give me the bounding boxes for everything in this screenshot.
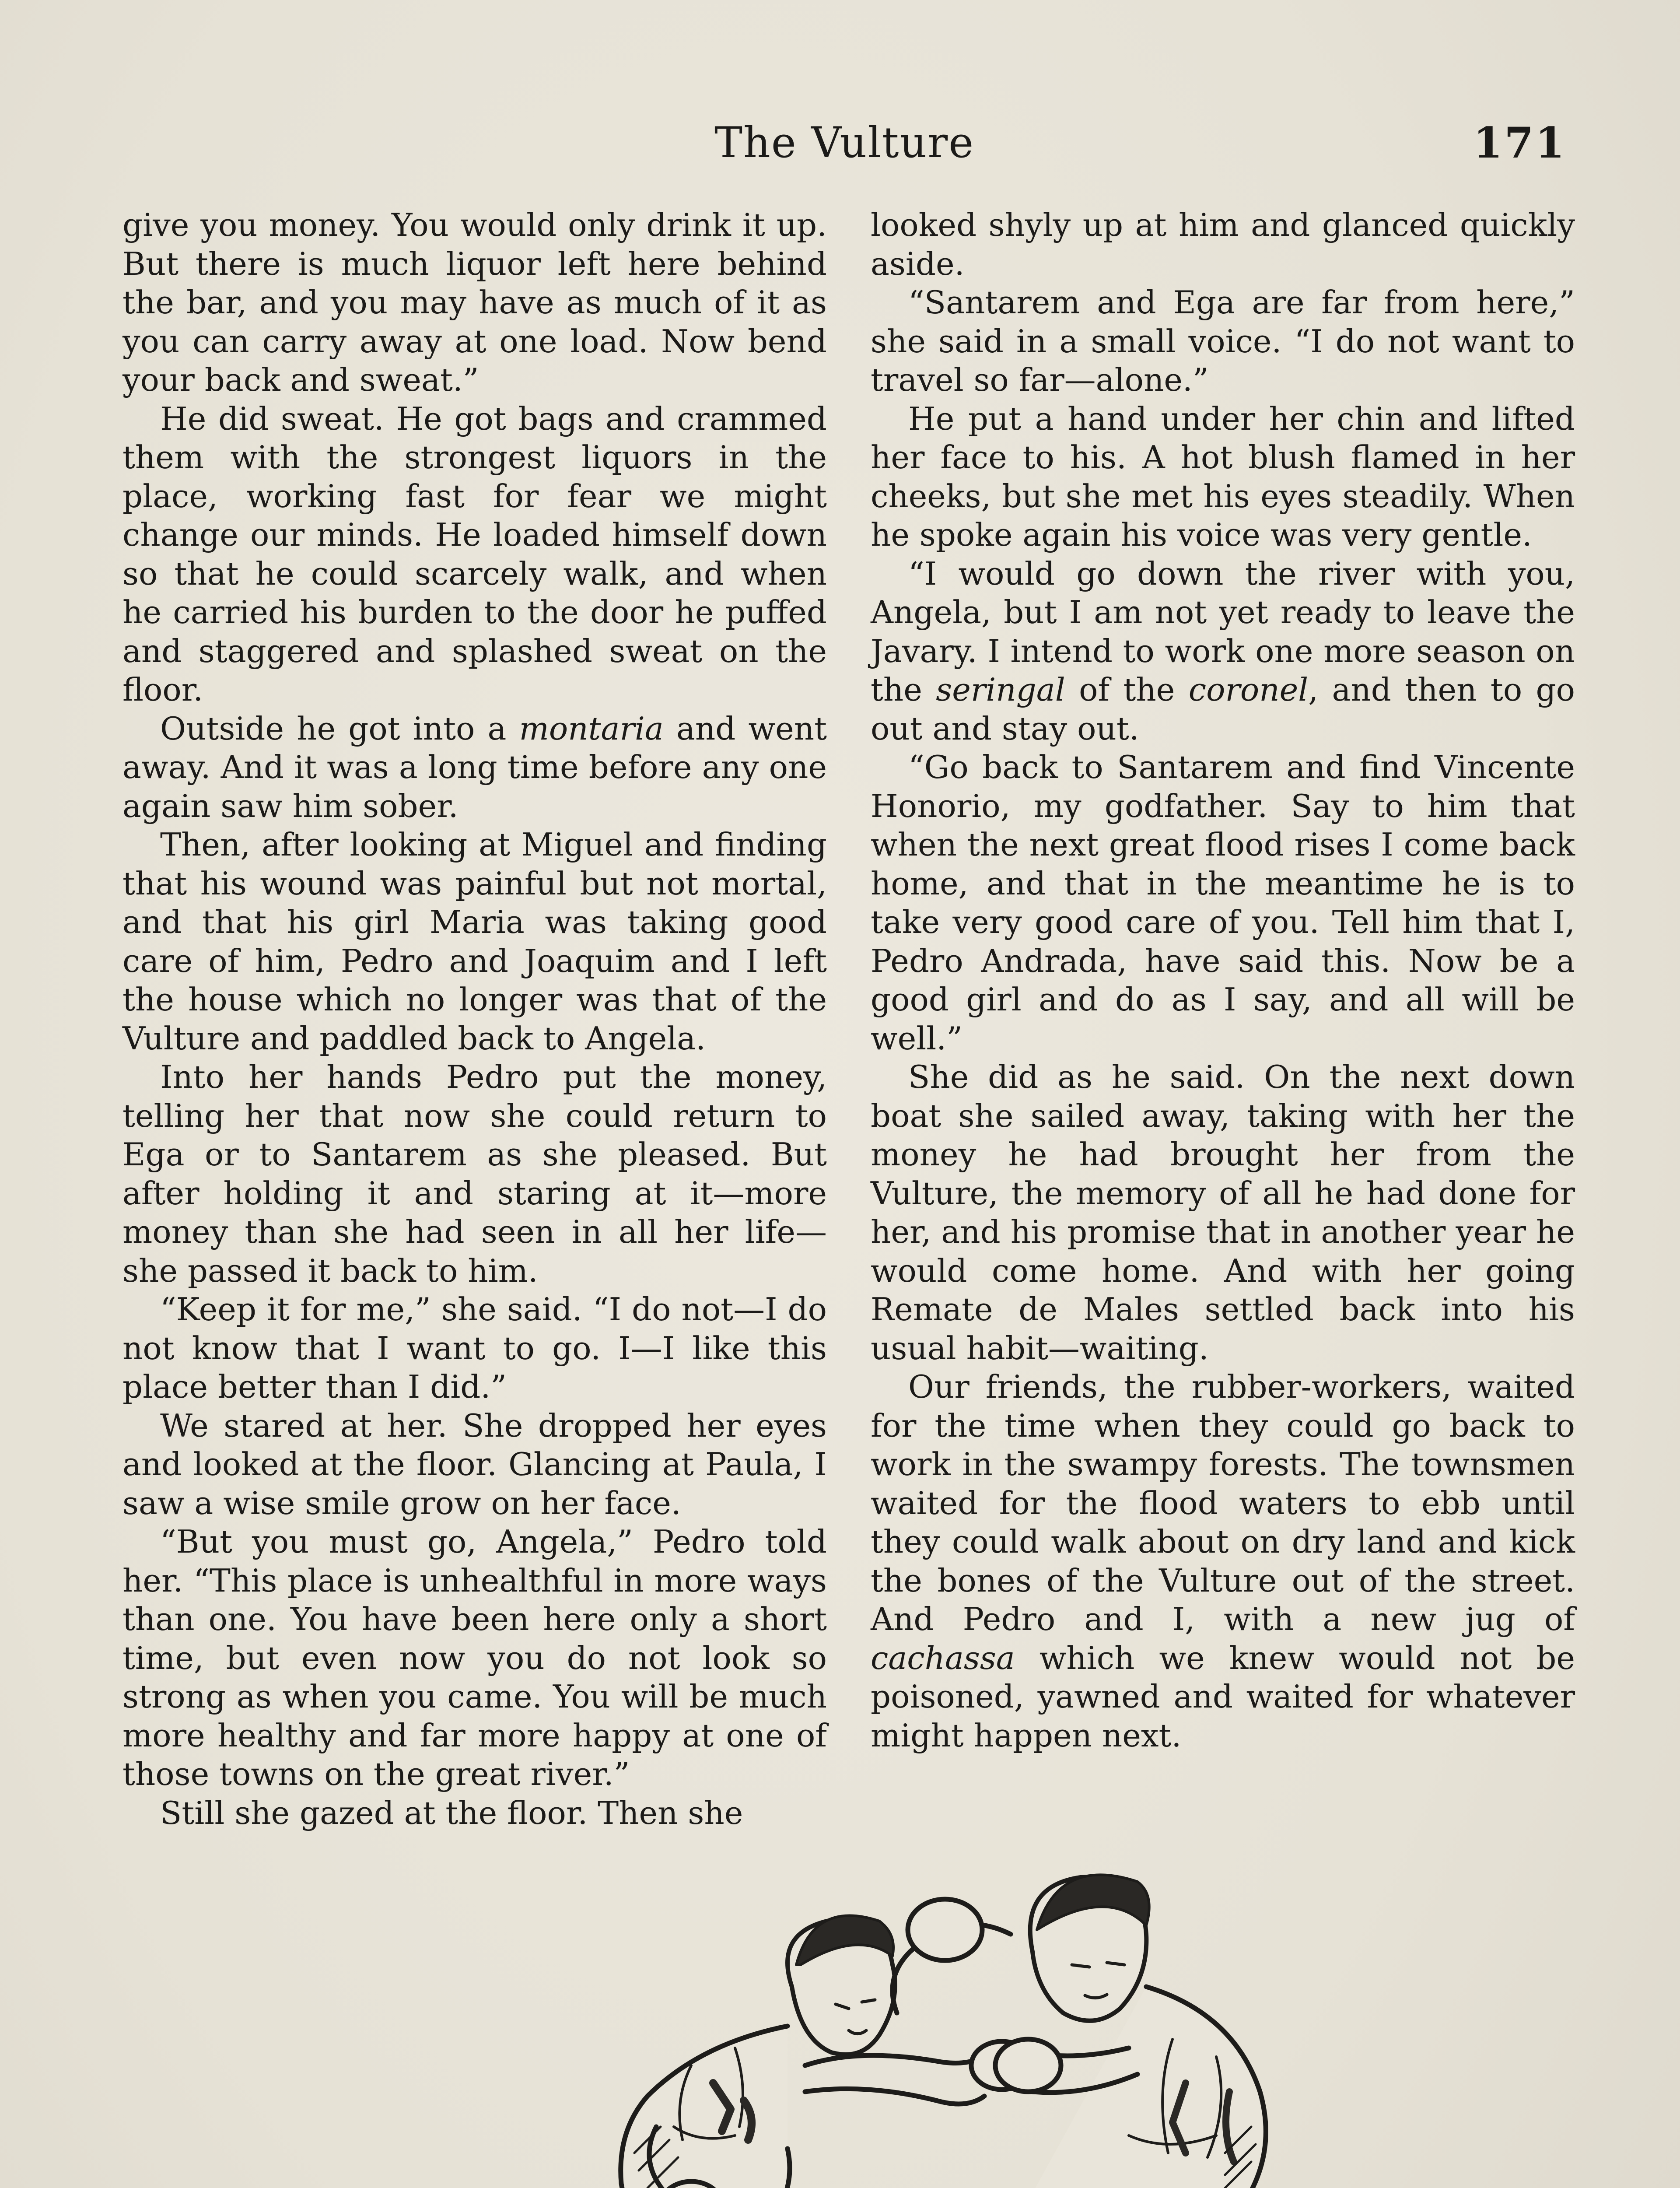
boxing-illustration bbox=[429, 1820, 1610, 2188]
paragraph: Outside he got into a montaria and went away. And it was a long time before any one again saw him sober. bbox=[122, 710, 827, 824]
paragraph: Into her hands Pedro put the money, telling her that now she could return to Ega or to Santarem as she pleased. But after holding it and staring at it—more money than she had seen in all her life—she passed it back to him. bbox=[122, 1059, 827, 1289]
page-number: 171 bbox=[1473, 118, 1566, 168]
running-title: The Vulture bbox=[714, 118, 974, 167]
paragraph: Then, after looking at Miguel and finding that his wound was painful but not mortal, and that his girl Maria was taking good care of him, Pedro and Joaquim and I left the house which no longer was that of the Vulture and paddled back to Angela. bbox=[122, 826, 827, 1057]
paragraph: “Go back to Santarem and find Vincente Honorio, my godfather. Say to him that when the next great flood rises I come back home, and that in the meantime he is to take very good care of you. Tell him that I, Pedro Andrada, have said this. Now be a good girl and do as I say, and all will be well.” bbox=[871, 749, 1575, 1057]
page-header bbox=[122, 118, 1566, 179]
left-column bbox=[122, 206, 827, 1834]
paragraph: “I would go down the river with you, Angela, but I am not yet ready to leave the Javary. I intend to work one more season on the seringal of the coronel, and then to go out and stay out. bbox=[871, 555, 1575, 747]
paragraph: Our friends, the rubber-workers, waited for the time when they could go back to work in the swampy forests. The townsmen waited for the flood waters to ebb until they could walk about on dry land and kick the bones of the Vulture out of the street. And Pedro and I, with a new jug of cachassa which we knew would not be poisoned, yawned and waited for whatever might happen next. bbox=[871, 1368, 1575, 1754]
paragraph: looked shyly up at him and glanced quickly aside. bbox=[871, 207, 1575, 282]
paragraph: “Keep it for me,” she said. “I do not—I do not know that I want to go. I—I like this place better than I did.” bbox=[122, 1291, 827, 1405]
paragraph: “But you must go, Angela,” Pedro told her. “This place is unhealthful in more ways than one. You have been here only a short time, but even now you do not look so strong as when you came. You will be much more healthy and far more happy at one of those towns on the great river.” bbox=[122, 1523, 827, 1792]
paragraph: He did sweat. He got bags and crammed them with the strongest liquors in the place, working fast for fear we might change our minds. He loaded himself down so that he could scarcely walk, and when he carried his burden to the door he puffed and staggered and splashed sweat on the floor. bbox=[122, 400, 827, 708]
paragraph: He put a hand under her chin and lifted her face to his. A hot blush flamed in her cheeks, but she met his eyes steadily. When he spoke again his voice was very gentle. bbox=[871, 400, 1575, 553]
paragraph: “Santarem and Ega are far from here,” she said in a small voice. “I do not want to travel so far—alone.” bbox=[871, 284, 1575, 398]
paragraph: give you money. You would only drink it up. But there is much liquor left here behind the bar, and you may have as much of it as you can carry away at one load. Now bend your back and sweat.” bbox=[122, 207, 827, 398]
paragraph: She did as he said. On the next down boat she sailed away, taking with her the money he had brought her from the Vulture, the memory of all he had done for her, and his promise that in another year he would come home. And with her going Remate de Males settled back into his usual habit—waiting. bbox=[871, 1059, 1575, 1367]
right-column bbox=[871, 206, 1575, 1834]
text-columns bbox=[122, 206, 1575, 1834]
paragraph: Still she gazed at the floor. Then she bbox=[160, 1794, 743, 1831]
paragraph: We stared at her. She dropped her eyes and looked at the floor. Glancing at Paula, I saw a wise smile grow on her face. bbox=[122, 1407, 827, 1522]
